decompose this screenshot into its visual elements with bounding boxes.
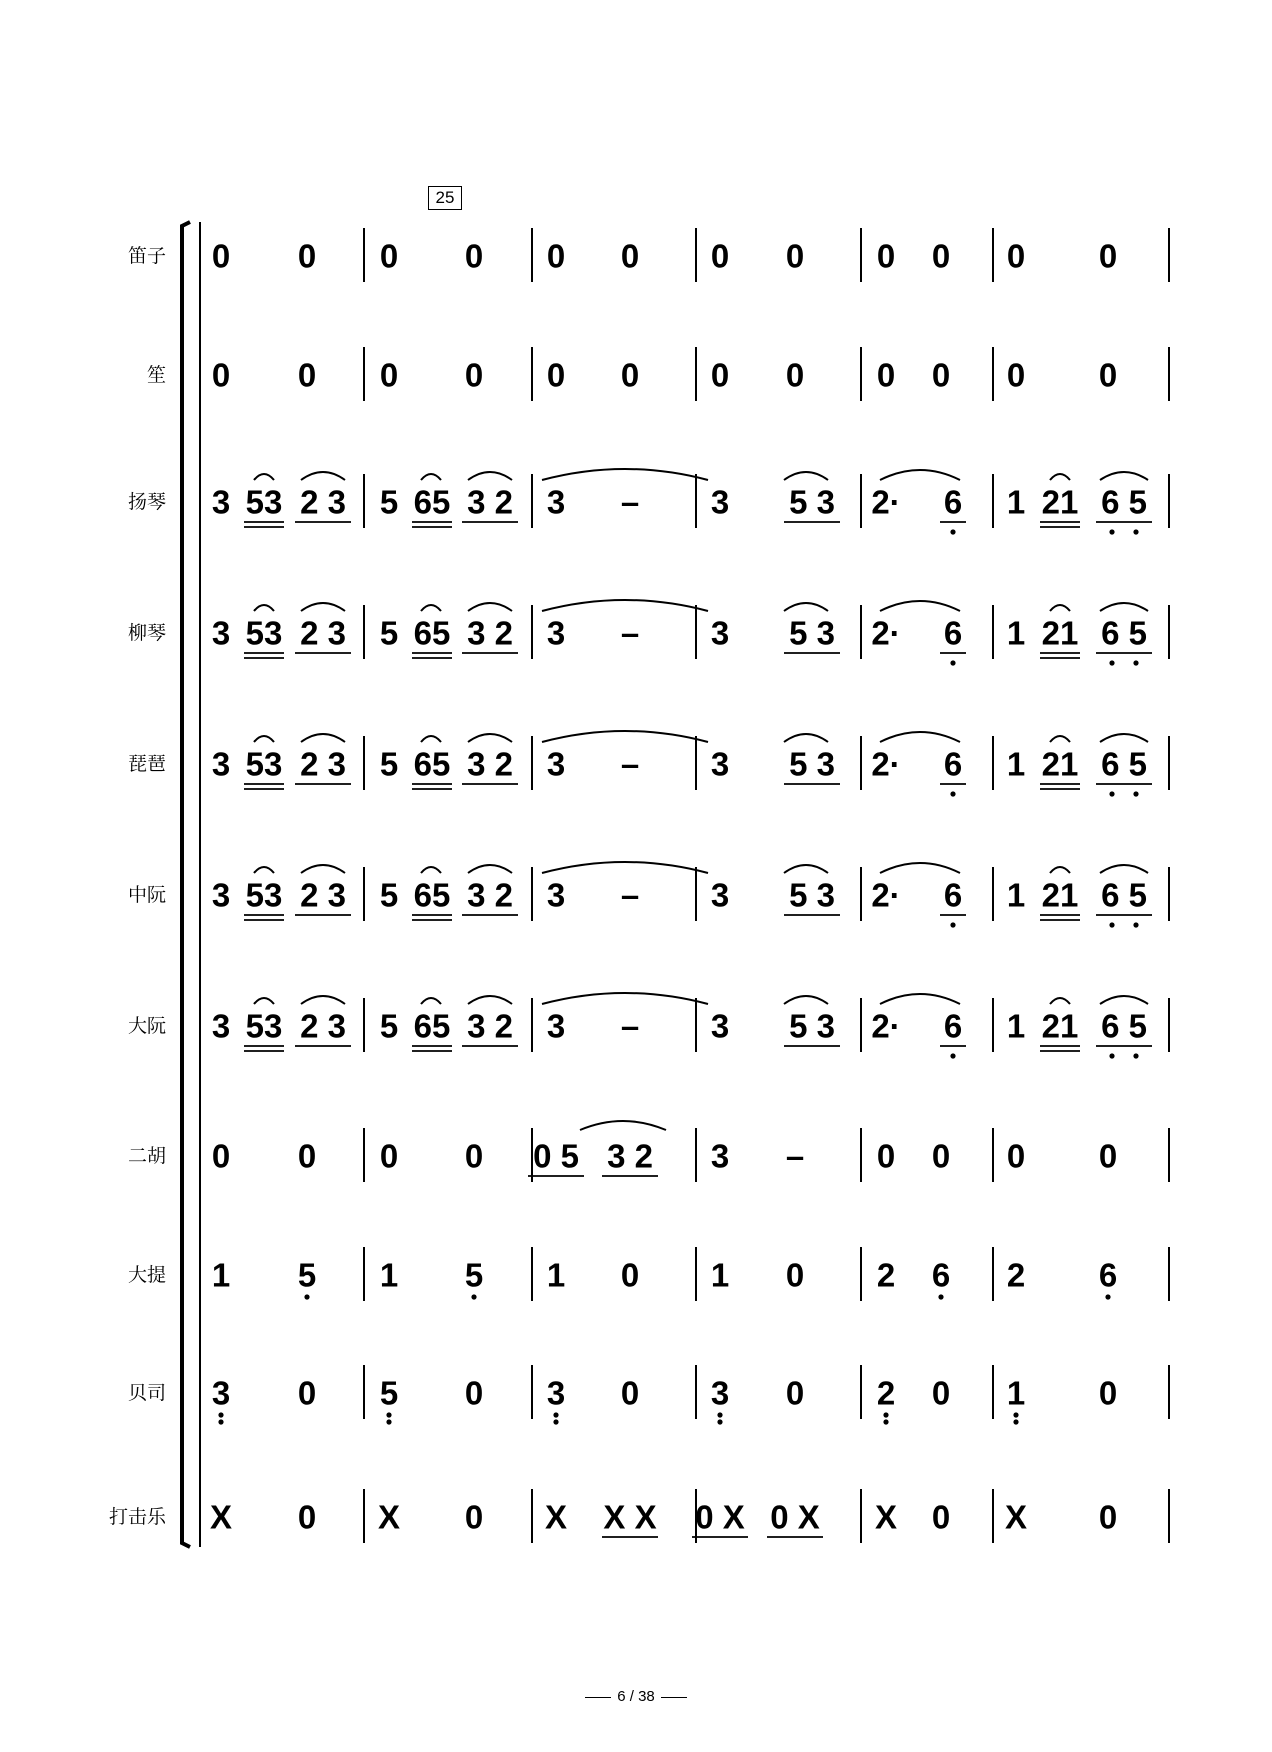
slur <box>468 472 512 480</box>
note: 0 <box>620 237 640 275</box>
note: 5 <box>297 1256 317 1294</box>
note: 3 <box>211 1007 231 1045</box>
note: X <box>209 1498 233 1536</box>
slur <box>880 470 960 480</box>
note: 3 <box>546 483 566 521</box>
slur <box>580 1121 666 1130</box>
slur <box>542 600 708 611</box>
note: 1 <box>546 1256 566 1294</box>
note: 3 <box>710 745 730 783</box>
instrument-label: 中阮 <box>127 884 166 906</box>
slur <box>1100 472 1148 480</box>
slur <box>254 736 274 742</box>
system-bracket <box>182 222 190 1547</box>
note: 0 <box>876 1137 896 1175</box>
note: 3 <box>211 876 231 914</box>
note: 0 <box>1098 1137 1118 1175</box>
note: 0 <box>297 237 317 275</box>
page-number: 6 / 38 <box>617 1688 655 1705</box>
instrument-label: 笙 <box>146 364 166 386</box>
note: 1 <box>1006 745 1026 783</box>
slur <box>468 603 512 611</box>
note: 21 <box>1041 483 1079 521</box>
slur <box>880 994 960 1004</box>
instrument-label: 打击乐 <box>108 1506 166 1528</box>
slur <box>784 603 828 611</box>
note: 2· <box>871 876 901 914</box>
note: 0 <box>1006 356 1026 394</box>
note: 0 <box>931 1374 951 1412</box>
note: 5 <box>379 876 399 914</box>
octave-dot <box>883 1412 888 1417</box>
note: 6 5 <box>1101 614 1147 652</box>
note: 6 <box>931 1256 951 1294</box>
note: 5 3 <box>789 483 835 521</box>
note: 5 <box>379 483 399 521</box>
octave-dot <box>950 922 955 927</box>
note: 0 <box>1098 237 1118 275</box>
octave-dot <box>218 1419 223 1424</box>
note: 6 5 <box>1101 483 1147 521</box>
note: 65 <box>413 1007 451 1045</box>
octave-dot <box>1013 1419 1018 1424</box>
note: 6 5 <box>1101 876 1147 914</box>
note: X <box>874 1498 898 1536</box>
octave-dot <box>950 660 955 665</box>
note: 0 <box>931 237 951 275</box>
note: 6 <box>943 1007 963 1045</box>
note: 53 <box>245 483 283 521</box>
instrument-label: 二胡 <box>127 1145 166 1167</box>
note: 3 <box>211 745 231 783</box>
note: 0 <box>785 1374 805 1412</box>
note: 0 <box>546 237 566 275</box>
note: 21 <box>1041 614 1079 652</box>
note: 1 <box>379 1256 399 1294</box>
note: 0 5 <box>533 1137 579 1175</box>
slur <box>784 472 828 480</box>
octave-dot <box>1133 529 1138 534</box>
note: 6 <box>943 483 963 521</box>
note: 0 <box>1006 237 1026 275</box>
note: 3 2 <box>467 483 513 521</box>
slur <box>254 474 274 480</box>
slur <box>880 601 960 611</box>
slur <box>1100 734 1148 742</box>
octave-dot <box>1109 1053 1114 1058</box>
note: 2· <box>871 483 901 521</box>
note: 3 2 <box>467 745 513 783</box>
slur <box>1050 605 1070 611</box>
note: 0 <box>211 237 231 275</box>
note: 0 <box>620 1374 640 1412</box>
note: 21 <box>1041 1007 1079 1045</box>
note: 2 3 <box>300 614 346 652</box>
octave-dot <box>218 1412 223 1417</box>
note: 0 <box>620 1256 640 1294</box>
note: 0 <box>1098 1374 1118 1412</box>
note: 2 <box>876 1256 896 1294</box>
slur <box>468 734 512 742</box>
note: 21 <box>1041 876 1079 914</box>
note: 53 <box>245 876 283 914</box>
note: 0 <box>876 237 896 275</box>
note: 0 X <box>695 1498 745 1536</box>
note: 0 <box>620 356 640 394</box>
note: 1 <box>1006 876 1026 914</box>
octave-dot <box>553 1412 558 1417</box>
note: 6 <box>943 745 963 783</box>
octave-dot <box>1133 1053 1138 1058</box>
octave-dot <box>386 1419 391 1424</box>
note: 0 <box>297 1374 317 1412</box>
note: 2 <box>876 1374 896 1412</box>
note: 65 <box>413 483 451 521</box>
slur <box>301 996 345 1004</box>
note: 5 <box>379 1374 399 1412</box>
note: 5 3 <box>789 745 835 783</box>
octave-dot <box>1109 660 1114 665</box>
note: 0 <box>876 356 896 394</box>
note: – <box>620 1007 640 1045</box>
note: 65 <box>413 614 451 652</box>
note: 0 <box>710 356 730 394</box>
slur <box>421 998 441 1004</box>
note: 2 3 <box>300 745 346 783</box>
instrument-label: 笛子 <box>127 245 166 267</box>
note: 53 <box>245 1007 283 1045</box>
octave-dot <box>1105 1294 1110 1299</box>
note: 3 2 <box>467 614 513 652</box>
octave-dot <box>883 1419 888 1424</box>
note: 0 <box>464 1374 484 1412</box>
note: 3 2 <box>467 1007 513 1045</box>
note: 3 <box>546 876 566 914</box>
octave-dot <box>304 1294 309 1299</box>
note: 0 <box>1006 1137 1026 1175</box>
note: 0 X <box>770 1498 820 1536</box>
note: 3 <box>211 1374 231 1412</box>
note: 53 <box>245 745 283 783</box>
slur <box>1050 867 1070 873</box>
slur <box>421 736 441 742</box>
note: 0 <box>379 356 399 394</box>
octave-dot <box>1109 922 1114 927</box>
note: 6 <box>943 876 963 914</box>
slur <box>1100 996 1148 1004</box>
note: 0 <box>211 1137 231 1175</box>
slur <box>542 862 708 873</box>
note: 0 <box>464 356 484 394</box>
octave-dot <box>471 1294 476 1299</box>
octave-dot <box>1133 791 1138 796</box>
note: 2 <box>1006 1256 1026 1294</box>
note: 6 <box>1098 1256 1118 1294</box>
octave-dot <box>950 791 955 796</box>
octave-dot <box>1133 922 1138 927</box>
slur <box>301 472 345 480</box>
note: 3 <box>211 483 231 521</box>
note: 0 <box>1098 1498 1118 1536</box>
octave-dot <box>717 1419 722 1424</box>
note: 0 <box>785 356 805 394</box>
note: 2· <box>871 745 901 783</box>
slur <box>1100 603 1148 611</box>
note: 0 <box>464 1137 484 1175</box>
instrument-label: 大提 <box>127 1264 166 1286</box>
note: X <box>1004 1498 1028 1536</box>
note: 65 <box>413 745 451 783</box>
slur <box>421 474 441 480</box>
page-footer <box>0 1688 1272 1705</box>
note: 0 <box>785 237 805 275</box>
slur <box>1050 736 1070 742</box>
slur <box>784 996 828 1004</box>
slur <box>542 469 708 480</box>
octave-dot <box>1109 529 1114 534</box>
note: – <box>620 745 640 783</box>
note: 5 <box>379 614 399 652</box>
note: 0 <box>297 1498 317 1536</box>
note: 0 <box>211 356 231 394</box>
slur <box>784 865 828 873</box>
note: 6 <box>943 614 963 652</box>
instrument-label: 柳琴 <box>127 622 166 644</box>
note: 1 <box>211 1256 231 1294</box>
note: 2· <box>871 614 901 652</box>
note: 1 <box>1006 483 1026 521</box>
note: 3 <box>211 614 231 652</box>
slur <box>542 993 708 1004</box>
octave-dot <box>950 529 955 534</box>
slur <box>784 734 828 742</box>
note: X <box>544 1498 568 1536</box>
note: 3 <box>710 483 730 521</box>
note: 5 3 <box>789 876 835 914</box>
octave-dot <box>938 1294 943 1299</box>
note: 65 <box>413 876 451 914</box>
note: 1 <box>1006 1374 1026 1412</box>
note: 0 <box>546 356 566 394</box>
note: 0 <box>931 1137 951 1175</box>
note: 6 5 <box>1101 745 1147 783</box>
note: 1 <box>1006 1007 1026 1045</box>
note: 0 <box>379 1137 399 1175</box>
instrument-label: 扬琴 <box>127 491 166 513</box>
rehearsal-mark: 25 <box>428 186 462 210</box>
note: 1 <box>1006 614 1026 652</box>
slur <box>468 996 512 1004</box>
instrument-label: 贝司 <box>127 1382 166 1404</box>
instrument-label: 大阮 <box>127 1015 166 1037</box>
note: 3 <box>546 614 566 652</box>
note: 5 3 <box>789 1007 835 1045</box>
slur <box>468 865 512 873</box>
slur <box>254 605 274 611</box>
note: 5 <box>464 1256 484 1294</box>
slur <box>301 865 345 873</box>
note: – <box>620 483 640 521</box>
note: 3 <box>546 1007 566 1045</box>
slur <box>254 998 274 1004</box>
slur <box>880 863 960 873</box>
slur <box>1100 865 1148 873</box>
note: 53 <box>245 614 283 652</box>
octave-dot <box>950 1053 955 1058</box>
note: 2 3 <box>300 1007 346 1045</box>
note: 3 <box>546 745 566 783</box>
octave-dot <box>1133 660 1138 665</box>
octave-dot <box>1013 1412 1018 1417</box>
note: 2 3 <box>300 876 346 914</box>
note: 3 <box>710 1374 730 1412</box>
note: 0 <box>785 1256 805 1294</box>
note: 0 <box>464 1498 484 1536</box>
note: 0 <box>297 1137 317 1175</box>
note: – <box>620 614 640 652</box>
note: – <box>785 1137 805 1175</box>
octave-dot <box>553 1419 558 1424</box>
note: X <box>377 1498 401 1536</box>
note: 3 2 <box>607 1137 653 1175</box>
note: 3 <box>710 1007 730 1045</box>
note: 2· <box>871 1007 901 1045</box>
note: 0 <box>297 356 317 394</box>
note: 3 <box>710 1137 730 1175</box>
note: 0 <box>710 237 730 275</box>
note: 0 <box>931 1498 951 1536</box>
slur <box>880 732 960 742</box>
note: 5 3 <box>789 614 835 652</box>
note: 0 <box>931 356 951 394</box>
note: 3 <box>710 876 730 914</box>
note: X X <box>603 1498 657 1536</box>
note: 1 <box>710 1256 730 1294</box>
slur <box>421 605 441 611</box>
note: 6 5 <box>1101 1007 1147 1045</box>
note: – <box>620 876 640 914</box>
note: 3 2 <box>467 876 513 914</box>
note: 0 <box>464 237 484 275</box>
slur <box>1050 474 1070 480</box>
slur <box>254 867 274 873</box>
note: 0 <box>1098 356 1118 394</box>
note: 3 <box>710 614 730 652</box>
note: 0 <box>379 237 399 275</box>
octave-dot <box>717 1412 722 1417</box>
octave-dot <box>1109 791 1114 796</box>
note: 5 <box>379 1007 399 1045</box>
note: 3 <box>546 1374 566 1412</box>
slur <box>301 603 345 611</box>
slur <box>301 734 345 742</box>
note: 5 <box>379 745 399 783</box>
note: 21 <box>1041 745 1079 783</box>
note: 2 3 <box>300 483 346 521</box>
octave-dot <box>386 1412 391 1417</box>
slur <box>542 731 708 742</box>
slur <box>1050 998 1070 1004</box>
slur <box>421 867 441 873</box>
instrument-label: 琵琶 <box>127 753 166 775</box>
